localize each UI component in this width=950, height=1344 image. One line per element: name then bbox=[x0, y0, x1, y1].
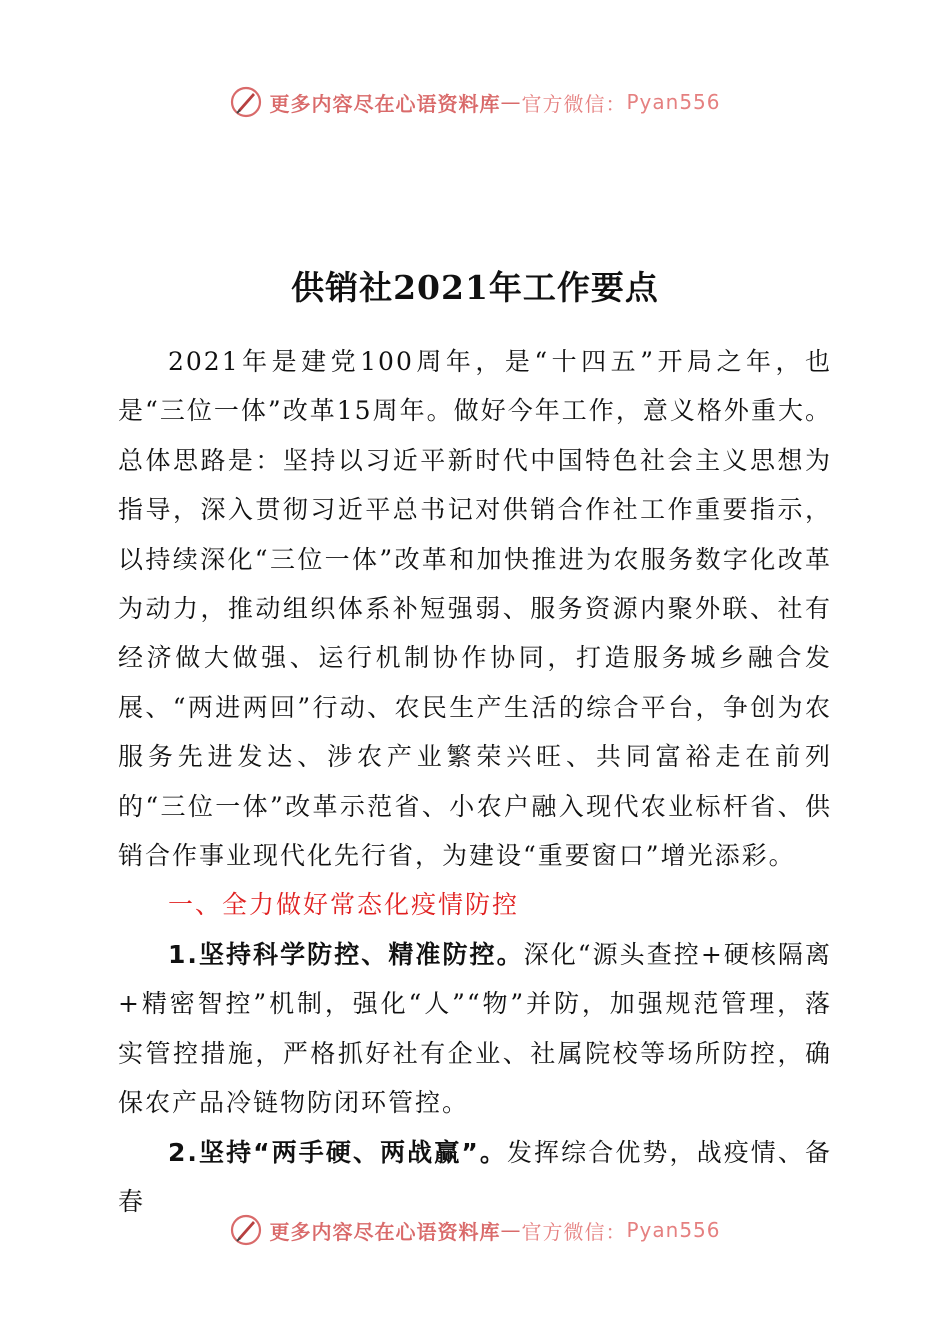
section-heading: 一、全力做好常态化疫情防控 bbox=[168, 890, 520, 920]
quill-pen-logo-icon bbox=[229, 85, 263, 119]
document-title: 供销社2021年工作要点 bbox=[291, 268, 659, 307]
banner-wechat-id: Pyan556 bbox=[626, 90, 721, 114]
banner-brand-text: 更多内容尽在心语资料库 bbox=[269, 91, 501, 116]
banner-separator: — bbox=[500, 90, 522, 114]
banner-separator: — bbox=[500, 1218, 522, 1242]
quill-pen-logo-icon bbox=[229, 1213, 263, 1247]
item-lead: 1.坚持科学防控、精准防控。 bbox=[168, 939, 524, 969]
item-lead: 2.坚持“两手硬、两战赢”。 bbox=[168, 1137, 507, 1167]
footer-watermark-banner bbox=[0, 1208, 950, 1252]
item-body: 发挥综合优势，战疫情、备春 bbox=[118, 1137, 832, 1216]
banner-wechat-label: 官方微信： bbox=[521, 91, 627, 116]
header-watermark-banner bbox=[0, 80, 950, 124]
banner-brand-text: 更多内容尽在心语资料库 bbox=[269, 1219, 501, 1244]
document-body bbox=[118, 337, 832, 1226]
intro-paragraph: 2021年是建党100周年，是“十四五”开局之年，也是“三位一体”改革15周年。做好今年工作，意义格外重大。总体思路是：坚持以习近平新时代中国特色社会主义思想为指导，深入贯彻习近平总书记对供销合作社工作重要指示，以持续深化“三位一体”改革和加快推进为农服务数字化改革为动力，推动组织体系补短强弱、服务资源内聚外联、社有经济做大做强、运行机制协作协同，打造服务城乡融合发展、“两进两回”行动、农民生产生活的综合平台，争创为农服务先进发达、涉农产业繁荣兴旺、共同富裕走在前列的“三位一体”改革示范省、小农户融入现代农业标杆省、供销合作事业现代化先行省，为建设“重要窗口”增光添彩。 bbox=[118, 347, 832, 871]
list-item bbox=[118, 930, 832, 1128]
item-body: 深化“源头查控+硬核隔离+精密智控”机制，强化“人”“物”并防，加强规范管理，落实管控措施，严格抓好社有企业、社属院校等场所防控，确保农产品冷链物防闭环管控。 bbox=[118, 939, 832, 1118]
banner-wechat-id: Pyan556 bbox=[626, 1218, 721, 1242]
banner-wechat-label: 官方微信： bbox=[521, 1219, 627, 1244]
